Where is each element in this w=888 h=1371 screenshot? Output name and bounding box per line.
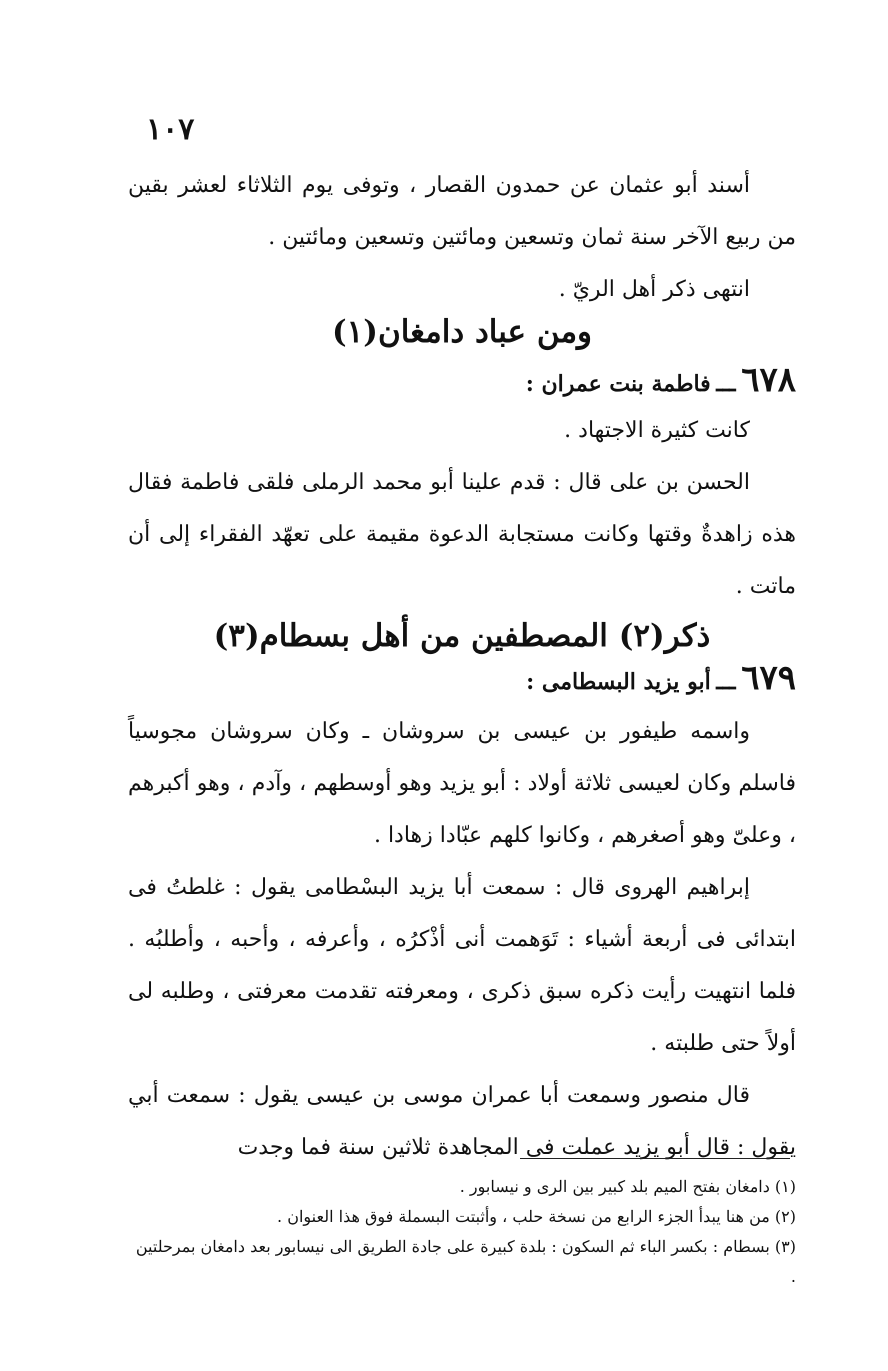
- entry-dash: ـــ: [716, 669, 736, 695]
- entry-679-heading: [128, 658, 796, 704]
- footnote-3: (٣) بسطام : بكسر الباء ثم السكون : بلدة كبيرة على جادة الطريق الى نيسابور بعد دامغان بمرحلتين .: [135, 1237, 796, 1286]
- footnote-1: (١) دامغان بفتح الميم بلد كبير بين الرى و نيسابور .: [459, 1177, 796, 1196]
- paragraph-abu-uthman: أسند أبو عثمان عن حمدون القصار ، وتوفى يوم الثلاثاء لعشر بقين من ربيع الآخر سنة ثمان وتسعين ومائتين وتسعين ومائتين .: [128, 173, 796, 250]
- paragraph-ibrahim-harawi: إبراهيم الهروى قال : سمعت أبا يزيد البسْطامى يقول : غلطتُ فى ابتدائى فى أربعة أشياء : تَوَهمت أنى أذْكرُه ، وأعرفه ، وأحبه ، وأطلبُه . فلما انتهيت رأيت ذكره سبق ذكرى ، ومعرفته تقدمت معرفتى ، وطلبه لى أولاً حتى طلبته .: [128, 875, 796, 1056]
- footnotes: [128, 1172, 796, 1292]
- entry-number: ٦٧٨: [741, 360, 796, 400]
- text-block-1: [128, 160, 796, 316]
- entry-name: أبو يزيد البسطامى :: [526, 669, 711, 695]
- entry-678-heading: [128, 360, 796, 406]
- section-title-damghan: ومن عباد دامغان(١): [331, 314, 593, 350]
- section-title-bistam: ذكر(٢) المصطفين من أهل بسطام(٣): [213, 618, 711, 654]
- paragraph-mansur: قال منصور وسمعت أبا عمران موسى بن عيسى يقول : سمعت أبي يقول : قال أبو يزيد عملت فى المجاهدة ثلاثين سنة فما وجدت: [128, 1083, 796, 1160]
- paragraph-tayfur: واسمه طيفور بن عيسى بن سروشان ـ وكان سروشان مجوسياً فاسلم وكان لعيسى ثلاثة أولاد : أبو يزيد وهو أوسطهم ، وآدم ، وهو أكبرهم ، وعلىّ وهو أصغرهم ، وكانوا كلهم عبّادا زهادا .: [128, 719, 796, 848]
- paragraph-end-of-ray: انتهى ذكر أهل الريّ .: [558, 277, 750, 302]
- footnote-divider: [520, 1158, 790, 1159]
- entry-name: فاطمة بنت عمران :: [525, 371, 711, 397]
- entry-number: ٦٧٩: [741, 658, 796, 698]
- page-number: ١٠٧: [146, 112, 195, 147]
- footnote-2: (٢) من هنا يبدأ الجزء الرابع من نسخة حلب ، وأثبتت البسملة فوق هذا العنوان .: [277, 1207, 796, 1226]
- paragraph-hasan-ibn-ali: الحسن بن على قال : قدم علينا أبو محمد الرملى فلقى فاطمة فقال هذه زاهدةٌ وقتها وكانت مستجابة الدعوة مقيمة على تعهّد الفقراء إلى أن ماتت .: [128, 470, 796, 599]
- entry-dash: ـــ: [716, 371, 736, 397]
- text-block-3: [128, 706, 796, 1174]
- text-block-2: [128, 405, 796, 613]
- paragraph-fatima-ijtihad: كانت كثيرة الاجتهاد .: [564, 418, 750, 443]
